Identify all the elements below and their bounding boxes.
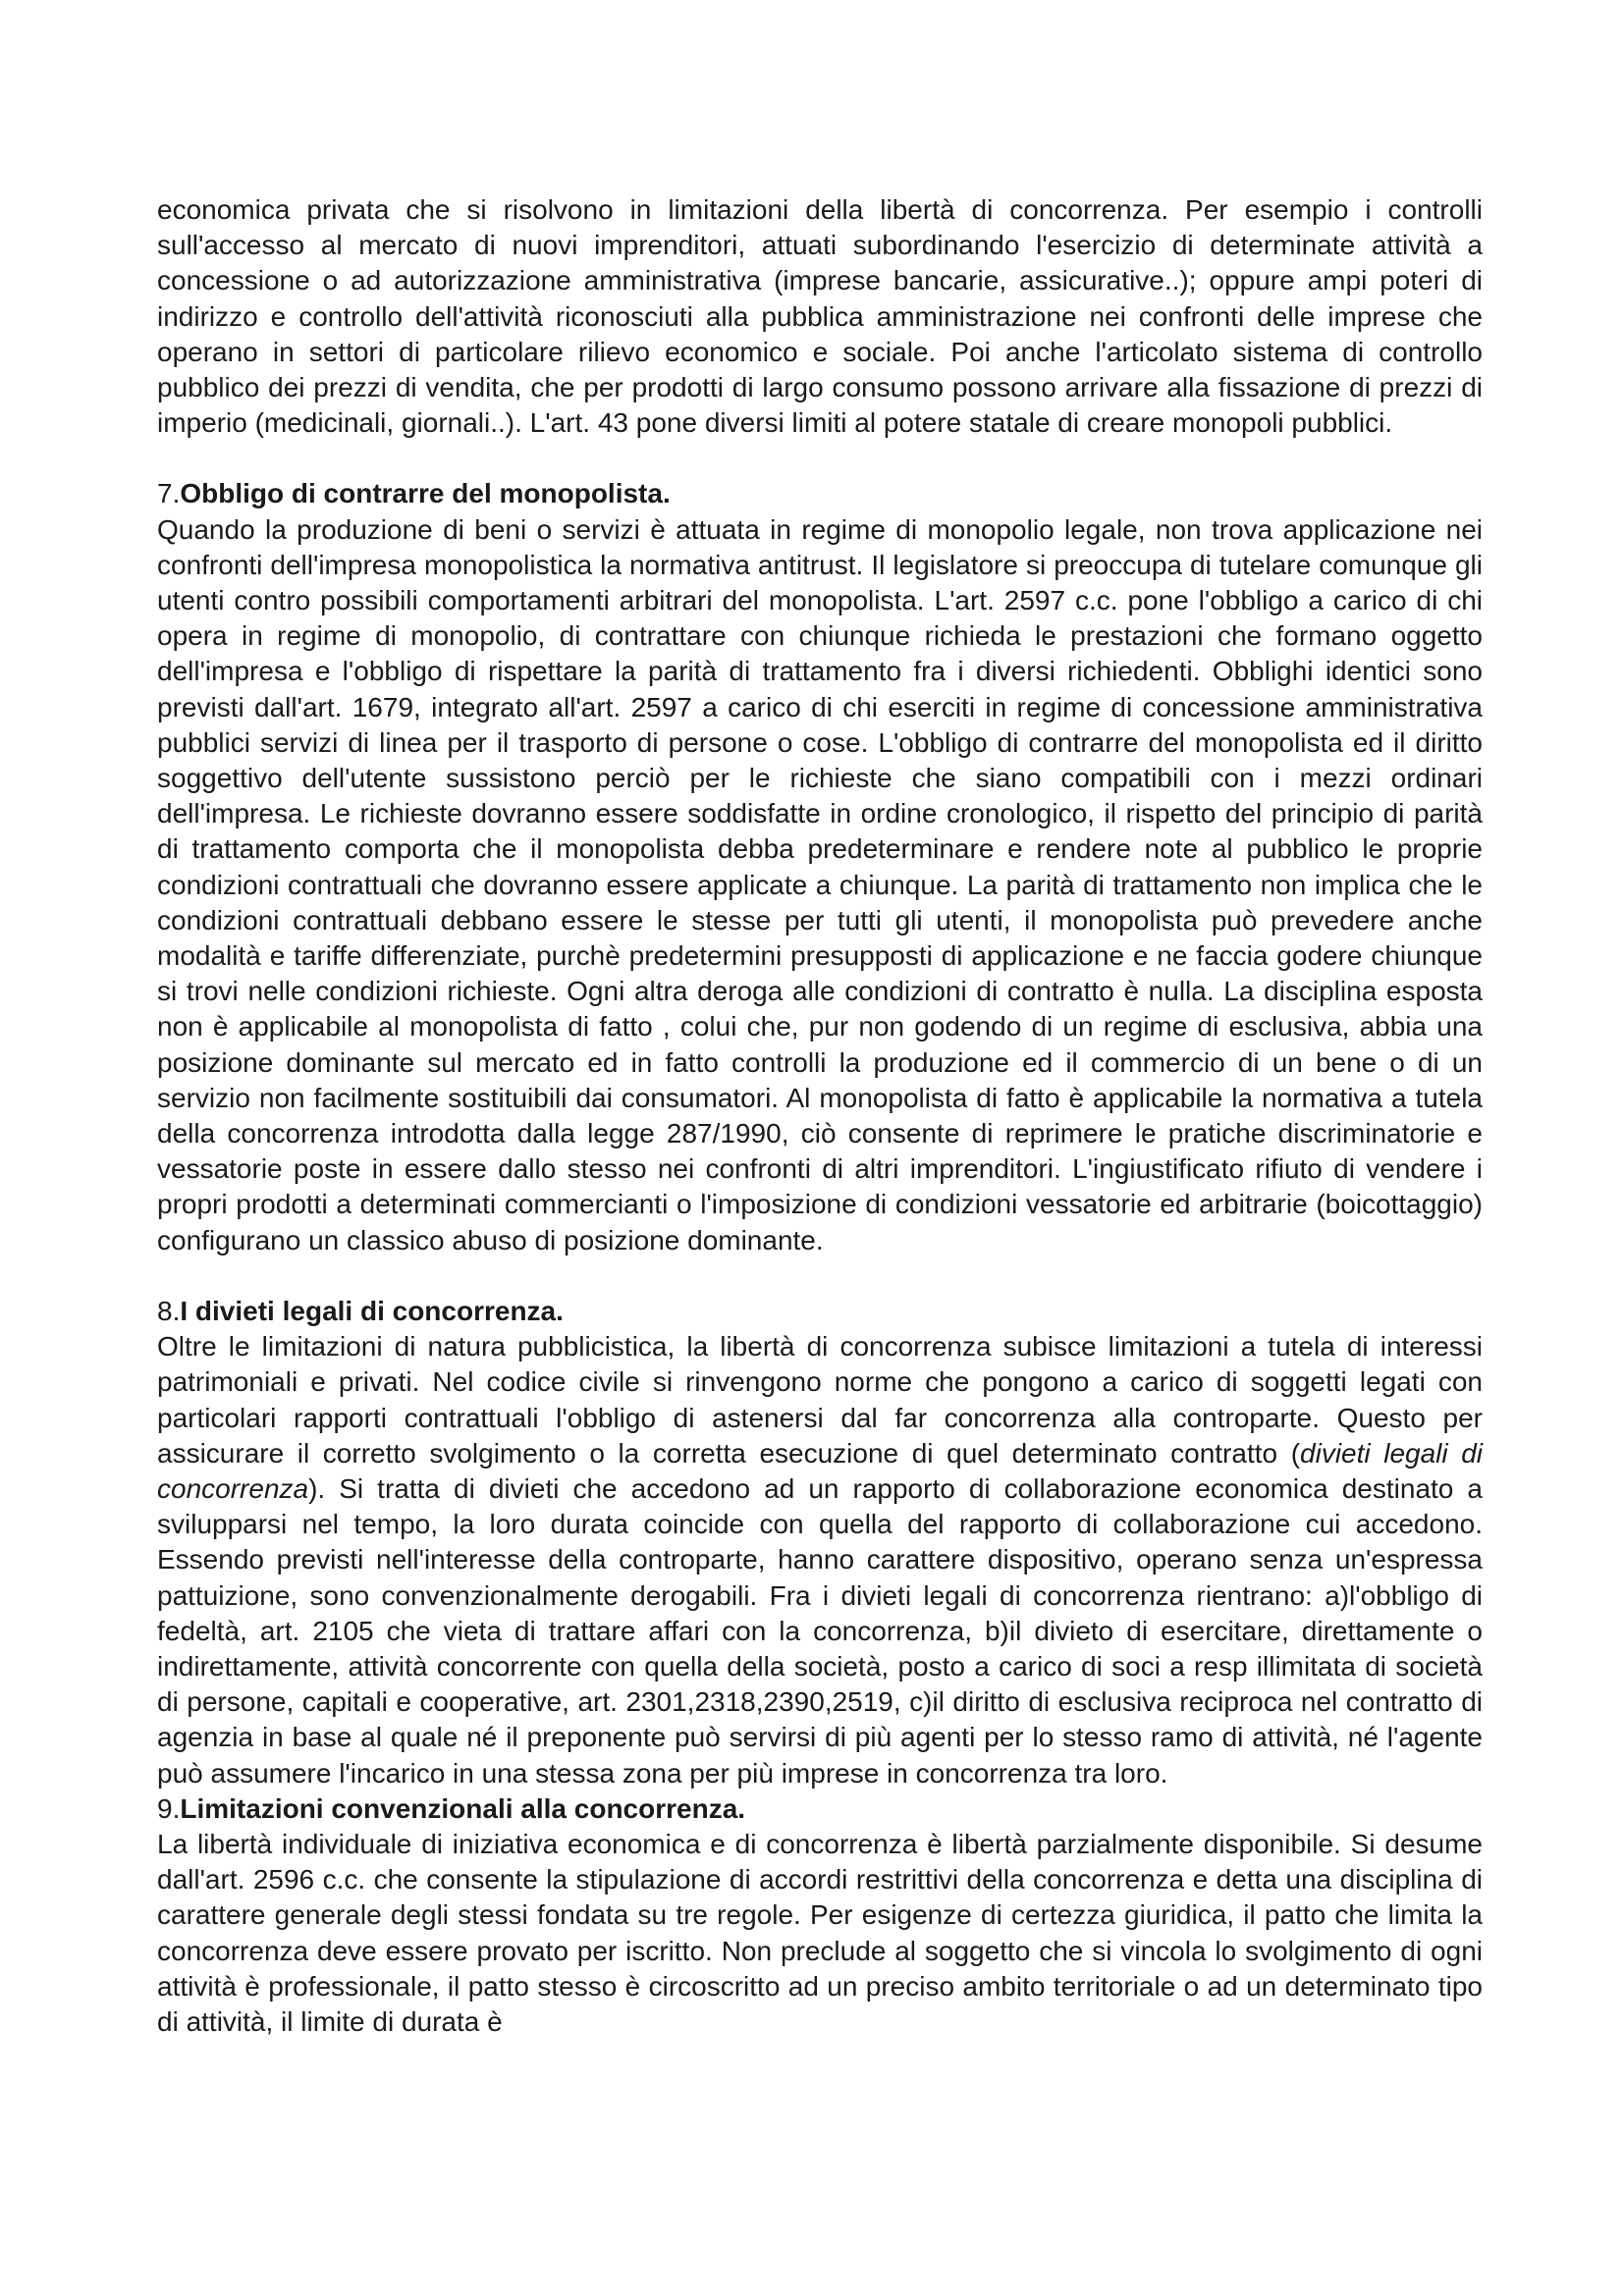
- section-8-title: I divieti legali di concorrenza.: [180, 1295, 564, 1326]
- section-7-title: Obbligo di contrarre del monopolista.: [180, 478, 671, 509]
- paragraph-spacer: [157, 1258, 1483, 1294]
- section-8-body-part-1: Oltre le limitazioni di natura pubblicistica, la libertà di concorrenza subisce limitazioni a tutela di interessi patrimoniali e privati. Nel codice civile si rinvengono norme che pongono a carico di soggetti legati con particolari rapporti contrattuali l'obbligo di astenersi dal far concorrenza alla controparte. Questo per assicurare il corretto svolgimento o la corretta esecuzione di quel determinato contratto (: [157, 1331, 1483, 1468]
- intro-paragraph: economica privata che si risolvono in limitazioni della libertà di concorrenza. Per esempio i controlli sull'accesso al mercato di nuovi imprenditori, attuati subordinando l'esercizio di determinate attività a concessione o ad autorizzazione amministrativa (imprese bancarie, assicurative..); oppure ampi poteri di indirizzo e controllo dell'attività riconosciuti alla pubblica amministrazione nei confronti delle imprese che operano in settori di particolare rilievo economico e sociale. Poi anche l'articolato sistema di controllo pubblico dei prezzi di vendita, che per prodotti di largo consumo possono arrivare alla fissazione di prezzi di imperio (medicinali, giornali..). L'art. 43 pone diversi limiti al potere statale di creare monopoli pubblici.: [157, 194, 1483, 439]
- section-9-body: La libertà individuale di iniziativa economica e di concorrenza è libertà parzialmente disponibile. Si desume dall'art. 2596 c.c. che consente la stipulazione di accordi restrittivi della concorrenza e detta una disciplina di carattere generale degli stessi fondata su tre regole. Per esigenze di certezza giuridica, il patto che limita la concorrenza deve essere provato per iscritto. Non preclude al soggetto che si vincola lo svolgimento di ogni attività è professionale, il patto stesso è circoscritto ad un preciso ambito territoriale o ad un determinato tipo di attività, il limite di durata è: [157, 1828, 1483, 2037]
- section-8-heading: [157, 1294, 1483, 1329]
- section-8-body: [157, 1329, 1483, 1791]
- section-7-body: Quando la produzione di beni o servizi è attuata in regime di monopolio legale, non trova applicazione nei confronti dell'impresa monopolistica la normativa antitrust. Il legislatore si preoccupa di tutelare comunque gli utenti contro possibili comportamenti arbitrari del monopolista. L'art. 2597 c.c. pone l'obbligo a carico di chi opera in regime di monopolio, di contrattare con chiunque richieda le prestazioni che formano oggetto dell'impresa e l'obbligo di rispettare la parità di trattamento fra i diversi richiedenti. Obblighi identici sono previsti dall'art. 1679, integrato all'art. 2597 a carico di chi eserciti in regime di concessione amministrativa pubblici servizi di linea per il trasporto di persone o cose. L'obbligo di contrarre del monopolista ed il diritto soggettivo dell'utente sussistono perciò per le richieste che siano compatibili con i mezzi ordinari dell'impresa. Le richieste dovranno essere soddisfatte in ordine cronologico, il rispetto del principio di parità di trattamento comporta che il monopolista debba predeterminare e rendere note al pubblico le proprie condizioni contrattuali che dovranno essere applicate a chiunque. La parità di trattamento non implica che le condizioni contrattuali debbano essere le stesse per tutti gli utenti, il monopolista può prevedere anche modalità e tariffe differenziate, purchè predetermini presupposti di applicazione e ne faccia godere chiunque si trovi nelle condizioni richieste. Ogni altra deroga alle condizioni di contratto è nulla. La disciplina esposta non è applicabile al monopolista di fatto , colui che, pur non godendo di un regime di esclusiva, abbia una posizione dominante sul mercato ed in fatto controlli la produzione ed il commercio di un bene o di un servizio non facilmente sostituibili dai consumatori. Al monopolista di fatto è applicabile la normativa a tutela della concorrenza introdotta dalla legge 287/1990, ciò consente di reprimere le pratiche discriminatorie e vessatorie poste in essere dallo stesso nei confronti di altri imprenditori. L'ingiustificato rifiuto di vendere i propri prodotti a determinati commercianti o l'imposizione di condizioni vessatorie ed arbitrarie (boicottaggio) configurano un classico abuso di posizione dominante.: [157, 513, 1483, 1255]
- section-7-number: 7.: [157, 478, 181, 509]
- section-8-body-part-2: ). Si tratta di divieti che accedono ad un rapporto di collaborazione economica destinato a svilupparsi nel tempo, la loro durata coincide con quella del rapporto di collaborazione cui accedono. Essendo previsti nell'interesse della controparte, hanno carattere dispositivo, operano senza un'espressa pattuizione, sono convenzionalmente derogabili. Fra i divieti legali di concorrenza rientrano: a)l'obbligo di fedeltà, art. 2105 che vieta di trattare affari con la concorrenza, b)il divieto di esercitare, direttamente o indirettamente, attività concorrente con quella della società, posto a carico di soci a resp illimitata di società di persone, capitali e cooperative, art. 2301,2318,2390,2519, c)il diritto di esclusiva reciproca nel contratto di agenzia in base al quale né il preponente può servirsi di più agenti per lo stesso ramo di attività, né l'agente può assumere l'incarico in una stessa zona per più imprese in concorrenza tra loro.: [157, 1472, 1483, 1789]
- section-9-heading: [157, 1791, 1483, 1827]
- section-8-italic-term: divieti legali di concorrenza: [157, 1437, 1484, 1504]
- document-body: [157, 192, 1483, 2040]
- paragraph-spacer: [157, 441, 1483, 476]
- section-8-number: 8.: [157, 1295, 181, 1326]
- section-7-heading: [157, 476, 1483, 511]
- section-9-number: 9.: [157, 1792, 181, 1824]
- section-9-title: Limitazioni convenzionali alla concorrenza.: [180, 1792, 746, 1824]
